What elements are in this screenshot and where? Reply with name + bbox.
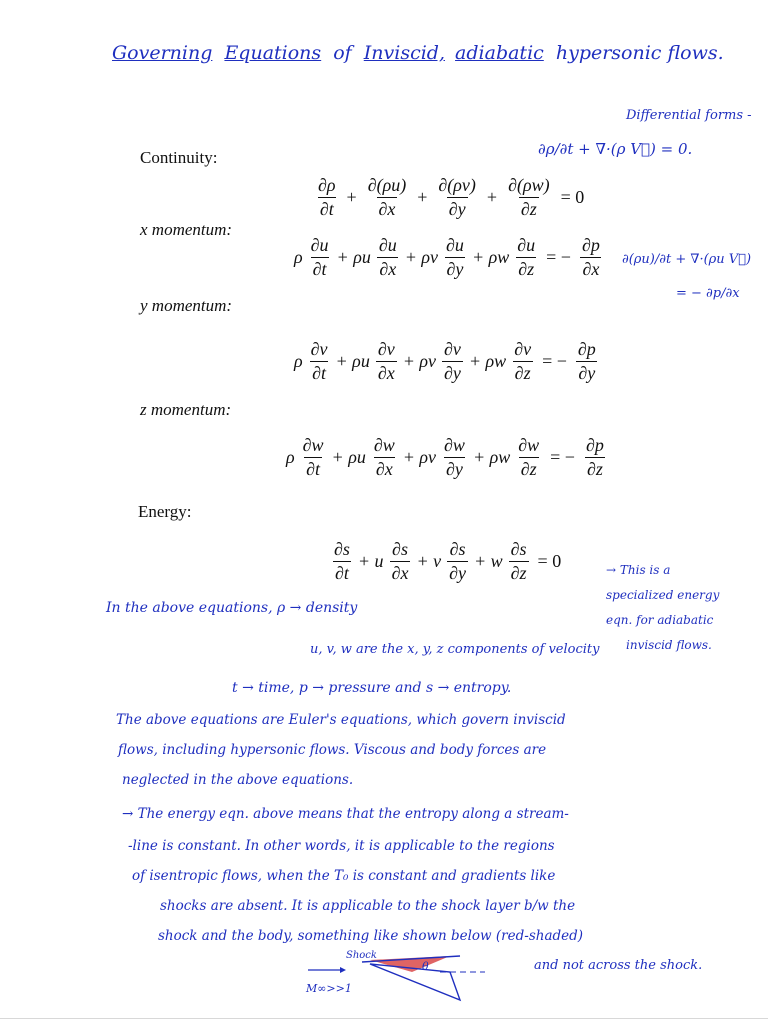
x-momentum-label: x momentum: xyxy=(140,220,233,239)
theta-label: θ xyxy=(422,960,429,973)
continuity-equation: $\frac{\partial\rho}{\partial t}$ + $\frac{\partial(\rho u)}{\partial x}$ + $\frac{\partial(\rho v)}{\partial y}$ + $\frac{\partial(\rho w)}{\partial z}$ = 0 xyxy=(318,175,585,219)
note-line: of isentropic flows, when the T₀ is constant and gradients like xyxy=(132,868,556,884)
title-word: adiabatic xyxy=(455,42,544,64)
note-line: In the above equations, ρ → density xyxy=(106,600,358,616)
freestream-mach-label: M∞>>1 xyxy=(306,982,352,995)
shock-label: Shock xyxy=(346,950,377,961)
note-line: shocks are absent. It is applicable to the shock layer b/w the xyxy=(160,898,576,914)
energy-note: → This is a specialized energy eqn. for adiabatic inviscid flows. xyxy=(606,563,720,652)
x-momentum-differential-form: ∂(ρu)/∂t + ∇·(ρu V⃗) xyxy=(622,252,752,267)
title-word: of xyxy=(333,42,352,64)
fraction: $\frac{\partial(\rho u)}{\partial x}$ xyxy=(367,175,407,219)
note-line: The above equations are Euler's equations, which govern inviscid xyxy=(116,712,566,728)
energy-equation: $\frac{\partial s}{\partial t}$ + u $\frac{\partial s}{\partial x}$ + v $\frac{\partial s}{\partial y}$ + w $\frac{\partial s}{\partial z}$ = 0 xyxy=(334,539,562,583)
y-momentum-equation: ρ $\frac{\partial v}{\partial t}$ + ρu $\frac{\partial v}{\partial x}$ + ρv $\frac{\partial v}{\partial y}$ + ρw $\frac{\partial v}{\partial z}$ = − $\frac{\partial p}{\partial y}$ xyxy=(294,339,596,383)
page-title xyxy=(112,42,724,64)
energy-label: Energy: xyxy=(138,502,192,521)
title-word: hypersonic flows. xyxy=(555,42,724,64)
differential-forms-label: Differential forms - xyxy=(626,108,752,123)
fraction: $\frac{\partial\rho}{\partial t}$ xyxy=(318,175,336,219)
z-momentum-equation: ρ $\frac{\partial w}{\partial t}$ + ρu $\frac{\partial w}{\partial x}$ + ρv $\frac{\partial w}{\partial y}$ + ρw $\frac{\partial w}{\partial z}$ = − $\frac{\partial p}{\partial z}$ xyxy=(286,435,604,479)
note-line: and not across the shock. xyxy=(534,958,703,973)
fraction: $\frac{\partial(\rho v)}{\partial y}$ xyxy=(438,175,476,219)
note-line: → The energy eqn. above means that the entropy along a stream- xyxy=(122,806,569,822)
note-line: neglected in the above equations. xyxy=(122,772,354,788)
title-word: Equations xyxy=(224,42,322,64)
continuity-label: Continuity: xyxy=(140,148,218,167)
x-momentum-differential-rhs: = − ∂p/∂x xyxy=(676,286,740,301)
y-momentum-label: y momentum: xyxy=(140,296,233,315)
fraction: $\frac{\partial(\rho w)}{\partial z}$ xyxy=(508,175,550,219)
z-momentum-label: z momentum: xyxy=(140,400,232,419)
note-line: u, v, w are the x, y, z components of velocity xyxy=(310,642,600,657)
shock-layer-sketch xyxy=(300,948,520,1018)
note-line: -line is constant. In other words, it is applicable to the regions xyxy=(128,838,555,854)
title-word: Governing xyxy=(112,42,213,64)
note-line: t → time, p → pressure and s → entropy. xyxy=(232,680,512,696)
note-line: shock and the body, something like shown below (red-shaded) xyxy=(158,928,584,944)
page-bottom-edge xyxy=(0,1018,768,1019)
title-word: Inviscid, xyxy=(363,42,445,64)
x-momentum-equation: ρ $\frac{\partial u}{\partial t}$ + ρu $\frac{\partial u}{\partial x}$ + ρv $\frac{\partial u}{\partial y}$ + ρw $\frac{\partial u}{\partial z}$ = − $\frac{\partial p}{\partial x}$ xyxy=(294,235,600,279)
continuity-differential-form: ∂ρ/∂t + ∇·(ρ V⃗) = 0. xyxy=(538,140,693,158)
note-line: flows, including hypersonic flows. Viscous and body forces are xyxy=(118,742,547,758)
arrow-head-icon xyxy=(340,967,346,973)
